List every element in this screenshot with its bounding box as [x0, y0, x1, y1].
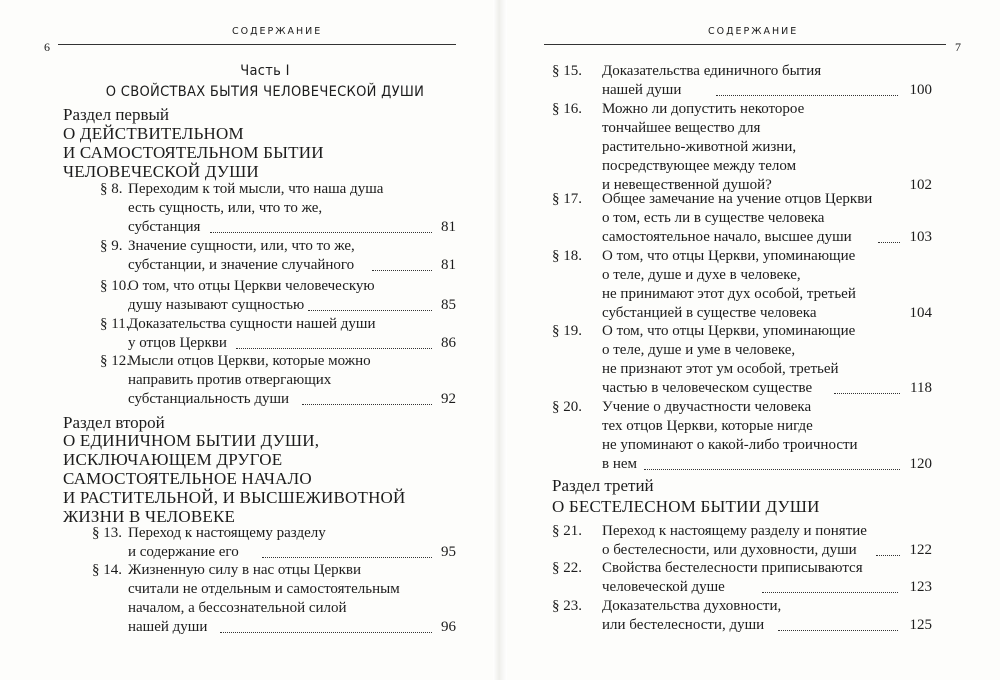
- page-ref: 125: [909, 617, 932, 633]
- entry-text-line: считали не отдельным и самостоятельным: [128, 581, 400, 597]
- page-ref: 102: [909, 177, 932, 193]
- section-title: [63, 431, 406, 526]
- running-header: СОДЕРЖАНИЕ: [708, 26, 799, 37]
- entry-text-line: Свойства бестелесности приписываются: [602, 560, 863, 576]
- section-title: О БЕСТЕЛЕСНОМ БЫТИИ ДУШИ: [552, 497, 820, 516]
- entry-text-line: началом, а бессознательной силой: [128, 600, 347, 616]
- entry-text-line: самостоятельное начало, высшее души: [602, 229, 852, 245]
- paragraph-number: § 13.: [92, 525, 122, 541]
- section-title-line: О ЕДИНИЧНОМ БЫТИИ ДУШИ,: [63, 431, 320, 450]
- dot-leader: [716, 95, 898, 96]
- header-rule: [544, 44, 946, 45]
- entry-text-line: душу называют сущностью: [128, 297, 305, 313]
- paragraph-number: § 14.: [92, 562, 122, 578]
- entry-text-line: Переходим к той мысли, что наша душа: [128, 181, 384, 197]
- entry-text-line: О том, что отцы Церкви человеческую: [128, 278, 375, 294]
- entry-text-line: субстанция: [128, 219, 201, 235]
- page-number: 7: [955, 40, 961, 54]
- dot-leader: [236, 348, 432, 349]
- entry-text-line: нашей души: [128, 619, 208, 635]
- entry-text-line: не принимают этот дух особой, третьей: [602, 286, 856, 302]
- paragraph-number: § 19.: [552, 323, 582, 339]
- page-ref: 81: [441, 257, 456, 273]
- entry-text-line: Доказательства единичного бытия: [602, 63, 822, 79]
- section-title-line: И РАСТИТЕЛЬНОЙ, И ВЫСШЕЖИВОТНОЙ: [63, 488, 406, 507]
- paragraph-number: § 18.: [552, 248, 582, 264]
- section-title: [63, 124, 324, 181]
- section-label: Раздел третий: [552, 476, 654, 495]
- entry-text-line: Значение сущности, или, что то же,: [128, 238, 355, 254]
- paragraph-number: § 21.: [552, 523, 582, 539]
- paragraph-number: § 23.: [552, 598, 582, 614]
- page-ref: 118: [910, 380, 932, 396]
- entry-text-line: Учение о двучастности человека: [602, 399, 812, 415]
- entry-text-line: частью в человеческом существе: [602, 380, 813, 396]
- dot-leader: [262, 557, 432, 558]
- paragraph-number: § 11.: [100, 316, 130, 332]
- right-page: [506, 0, 1000, 680]
- dot-leader: [210, 232, 432, 233]
- dot-leader: [762, 592, 898, 593]
- page-ref: 120: [909, 456, 932, 472]
- dot-leader: [372, 270, 432, 271]
- section-title-line: И САМОСТОЯТЕЛЬНОМ БЫТИИ: [63, 143, 324, 162]
- entry-text-line: и невещественной душой?: [602, 177, 772, 193]
- section-label: Раздел второй: [63, 413, 165, 432]
- page-ref: 85: [441, 297, 456, 313]
- paragraph-number: § 8.: [100, 181, 123, 197]
- entry-text-line: о теле, душе и уме в человеке,: [602, 342, 796, 358]
- entry-text-line: или бестелесности, души: [602, 617, 765, 633]
- entry-text-line: есть сущность, или, что то же,: [128, 200, 323, 216]
- section-title-line: ЖИЗНИ В ЧЕЛОВЕКЕ: [63, 507, 236, 526]
- entry-text-line: Жизненную силу в нас отцы Церкви: [128, 562, 362, 578]
- entry-text-line: нашей души: [602, 82, 682, 98]
- section-title-line: САМОСТОЯТЕЛЬНОЕ НАЧАЛО: [63, 469, 312, 488]
- entry-text-line: о бестелесности, или духовности, души: [602, 542, 857, 558]
- section-title-line: ИСКЛЮЧАЮЩЕМ ДРУГОЕ: [63, 450, 283, 469]
- header-rule: [58, 44, 456, 45]
- page-ref: 123: [909, 579, 932, 595]
- paragraph-number: § 15.: [552, 63, 582, 79]
- dot-leader: [834, 393, 900, 394]
- paragraph-number: § 20.: [552, 399, 582, 415]
- entry-text-line: человеческой душе: [602, 579, 725, 595]
- page-ref: 103: [909, 229, 932, 245]
- page-ref: 92: [441, 391, 456, 407]
- entry-text-line: Общее замечание на учение отцов Церкви: [602, 191, 873, 207]
- page-ref: 86: [441, 335, 456, 351]
- part-title: Часть I: [240, 63, 290, 79]
- entry-text-line: тех отцов Церкви, которые нигде: [602, 418, 813, 434]
- entry-text-line: Доказательства сущности нашей души: [128, 316, 376, 332]
- entry-text-line: о теле, душе и духе в человеке,: [602, 267, 801, 283]
- dot-leader: [220, 632, 432, 633]
- section-label: Раздел первый: [63, 105, 170, 124]
- paragraph-number: § 17.: [552, 191, 582, 207]
- book-gutter: [493, 0, 507, 680]
- entry-text-line: Переход к настоящему разделу и понятие: [602, 523, 867, 539]
- entry-text-line: тончайшее вещество для: [602, 120, 761, 136]
- page-ref: 96: [441, 619, 456, 635]
- page-number: 6: [44, 40, 50, 54]
- entry-text-line: и содержание его: [128, 544, 239, 560]
- part-subtitle: О СВОЙСТВАХ БЫТИЯ ЧЕЛОВЕЧЕСКОЙ ДУШИ: [105, 84, 425, 100]
- page-ref: 122: [909, 542, 932, 558]
- entry-text-line: не признают этот ум особой, третьей: [602, 361, 839, 377]
- entry-text-line: субстанции, и значение случайного: [128, 257, 355, 273]
- entry-text-line: Переход к настоящему разделу: [128, 525, 326, 541]
- entry-text-line: не упоминают о какой-либо троичности: [602, 437, 858, 453]
- page-ref: 104: [909, 305, 932, 321]
- entry-text-line: у отцов Церкви: [128, 335, 227, 351]
- entry-text-line: направить против отвергающих: [128, 372, 332, 388]
- paragraph-number: § 12.: [100, 353, 130, 369]
- entry-text-line: субстанцией в существе человека: [602, 305, 817, 321]
- dot-leader: [778, 630, 898, 631]
- page-ref: 100: [909, 82, 932, 98]
- page-ref: 81: [441, 219, 456, 235]
- paragraph-number: § 10.: [100, 278, 130, 294]
- entry-text-line: субстанциальность души: [128, 391, 290, 407]
- entry-text-line: О том, что отцы Церкви, упоминающие: [602, 323, 856, 339]
- page-ref: 95: [441, 544, 456, 560]
- entry-text-line: Мысли отцов Церкви, которые можно: [128, 353, 371, 369]
- section-title-line: ЧЕЛОВЕЧЕСКОЙ ДУШИ: [63, 162, 259, 181]
- paragraph-number: § 16.: [552, 101, 582, 117]
- entry-text-line: Доказательства духовности,: [602, 598, 782, 614]
- dot-leader: [302, 404, 432, 405]
- section-title-line: О ДЕЙСТВИТЕЛЬНОМ: [63, 124, 244, 143]
- entry-text-line: О том, что отцы Церкви, упоминающие: [602, 248, 856, 264]
- entry-text-line: посредствующее между телом: [602, 158, 797, 174]
- dot-leader: [878, 242, 900, 243]
- entry-text-line: о том, есть ли в существе человека: [602, 210, 825, 226]
- dot-leader: [876, 555, 900, 556]
- entry-text-line: Можно ли допустить некоторое: [602, 101, 805, 117]
- left-page: [0, 0, 494, 680]
- paragraph-number: § 9.: [100, 238, 123, 254]
- paragraph-number: § 22.: [552, 560, 582, 576]
- running-header: СОДЕРЖАНИЕ: [232, 26, 323, 37]
- dot-leader: [308, 310, 432, 311]
- entry-text-line: растительно-животной жизни,: [602, 139, 797, 155]
- entry-text-line: в нем: [602, 456, 638, 472]
- dot-leader: [644, 469, 900, 470]
